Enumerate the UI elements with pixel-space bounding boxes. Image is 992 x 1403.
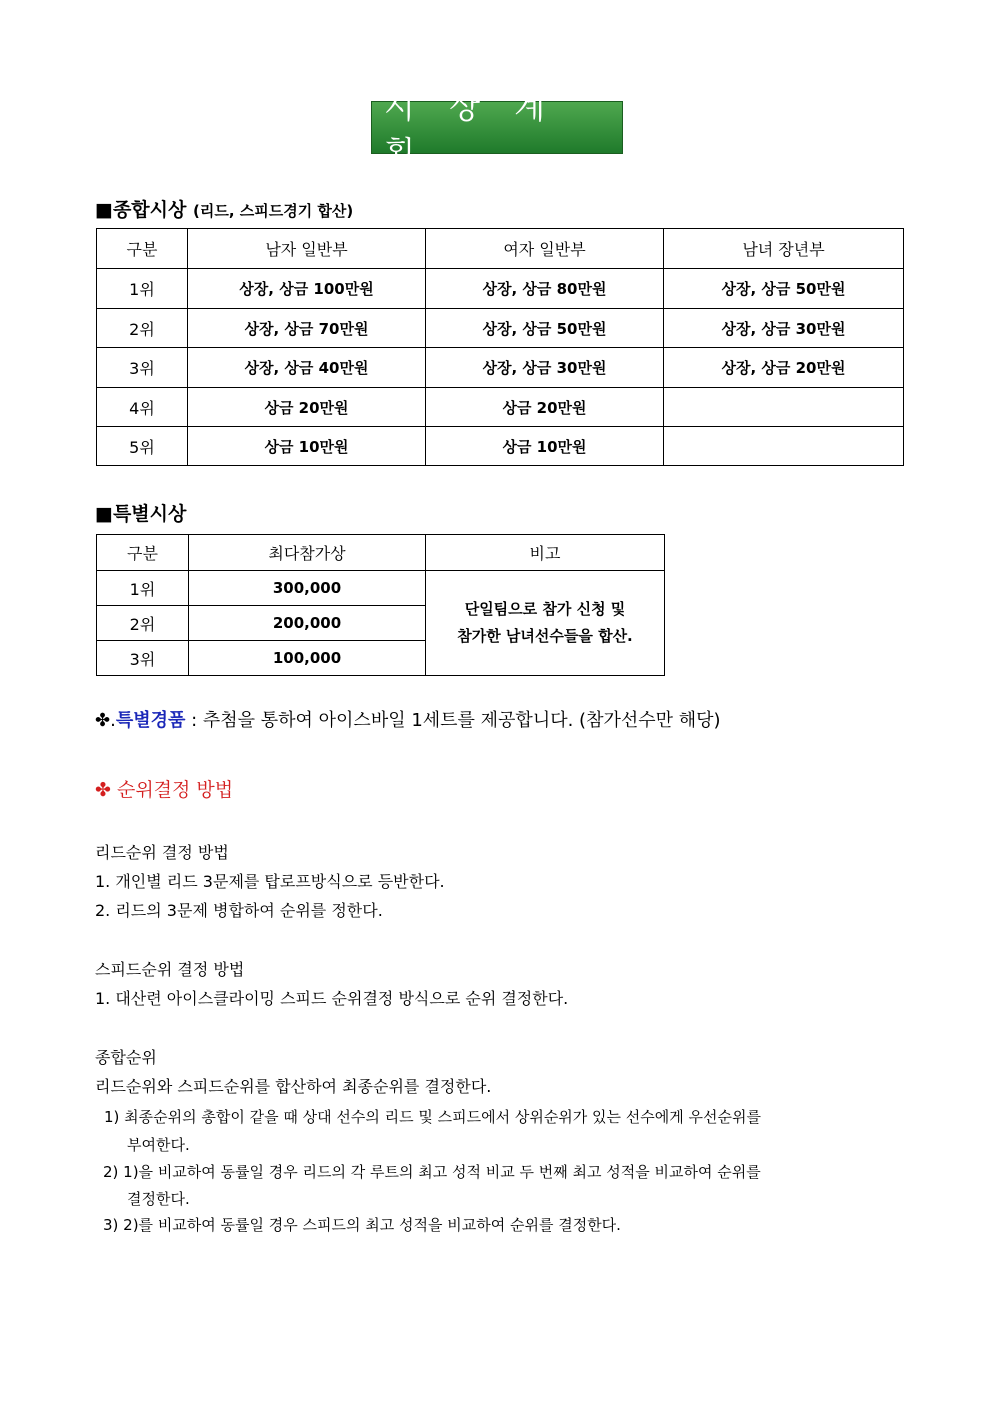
overall-award-table bbox=[96, 228, 904, 466]
combined-title: 종합순위 bbox=[95, 1048, 157, 1067]
combined-item: 3) 2)를 비교하여 동률일 경우 스피드의 최고 성적을 비교하여 순위를 결정한다. bbox=[103, 1216, 621, 1234]
table-row bbox=[97, 309, 904, 348]
table-header-row bbox=[97, 229, 904, 269]
rank-cell: 1위 bbox=[97, 269, 188, 309]
rank-cell: 2위 bbox=[97, 606, 189, 641]
special-gift-colon: : bbox=[185, 710, 203, 731]
table-header-row bbox=[97, 535, 665, 571]
rank-cell: 3위 bbox=[97, 348, 188, 388]
note-line: 단일팀으로 참가 신청 및 bbox=[464, 600, 626, 618]
header-cell: 구분 bbox=[97, 535, 189, 571]
combined-item-cont: 결정한다. bbox=[127, 1190, 190, 1208]
prize-cell: 상금 10만원 bbox=[426, 427, 664, 466]
combined-desc: 리드순위와 스피드순위를 합산하여 최종순위를 결정한다. bbox=[95, 1077, 492, 1096]
prize-cell: 상장, 상금 20만원 bbox=[664, 348, 904, 388]
table-row bbox=[97, 388, 904, 427]
bullet-icon: ✤. bbox=[95, 710, 116, 731]
header-cell: 최다참가상 bbox=[189, 535, 426, 571]
prize-cell: 상장, 상금 40만원 bbox=[188, 348, 426, 388]
prize-cell: 상장, 상금 70만원 bbox=[188, 309, 426, 348]
header-cell: 여자 일반부 bbox=[426, 229, 664, 269]
prize-cell bbox=[664, 388, 904, 427]
overall-heading-text: ■종합시상 bbox=[95, 199, 187, 221]
speed-title: 스피드순위 결정 방법 bbox=[95, 960, 245, 979]
prize-cell: 상장, 상금 100만원 bbox=[188, 269, 426, 309]
header-cell: 비고 bbox=[426, 535, 665, 571]
special-award-table bbox=[96, 534, 665, 676]
rank-cell: 4위 bbox=[97, 388, 188, 427]
note-cell bbox=[426, 571, 665, 676]
note-line: 참가한 남녀선수들을 합산. bbox=[457, 627, 633, 645]
special-gift-text: 추첨을 통하여 아이스바일 1세트를 제공합니다. (참가선수만 해당) bbox=[202, 710, 721, 731]
overall-award-heading bbox=[95, 195, 353, 222]
overall-heading-sub: (리드, 스피드경기 합산) bbox=[193, 202, 354, 220]
combined-item: 2) 1)을 비교하여 동률일 경우 리드의 각 루트의 최고 성적 비교 두 번째 최고 성적을 비교하여 순위를 bbox=[103, 1163, 761, 1181]
lead-title: 리드순위 결정 방법 bbox=[95, 843, 229, 862]
amount-cell: 200,000 bbox=[189, 606, 426, 641]
prize-cell bbox=[664, 427, 904, 466]
combined-item-cont: 부여한다. bbox=[127, 1136, 190, 1154]
special-award-heading bbox=[95, 499, 186, 526]
rank-cell: 1위 bbox=[97, 571, 189, 606]
table-row bbox=[97, 269, 904, 309]
header-cell: 남녀 장년부 bbox=[664, 229, 904, 269]
page-title: 시 상 계 획 bbox=[384, 87, 558, 172]
prize-cell: 상금 10만원 bbox=[188, 427, 426, 466]
rank-cell: 3위 bbox=[97, 641, 189, 676]
title-banner bbox=[371, 87, 623, 172]
prize-cell: 상장, 상금 80만원 bbox=[426, 269, 664, 309]
amount-cell: 100,000 bbox=[189, 641, 426, 676]
prize-cell: 상장, 상금 30만원 bbox=[426, 348, 664, 388]
prize-cell: 상금 20만원 bbox=[426, 388, 664, 427]
special-gift-label: 특별경품 bbox=[115, 710, 186, 731]
rank-cell: 5위 bbox=[97, 427, 188, 466]
header-cell: 구분 bbox=[97, 229, 188, 269]
prize-cell: 상장, 상금 50만원 bbox=[426, 309, 664, 348]
special-heading-text: ■특별시상 bbox=[95, 503, 187, 525]
rank-cell: 2위 bbox=[97, 309, 188, 348]
combined-item: 1) 최종순위의 총합이 같을 때 상대 선수의 리드 및 스피드에서 상위순위가 있는 선수에게 우선순위를 bbox=[104, 1108, 761, 1126]
ranking-method-title: ✤ 순위결정 방법 bbox=[95, 779, 234, 801]
speed-line: 1. 대산련 아이스클라이밍 스피드 순위결정 방식으로 순위 결정한다. bbox=[95, 989, 569, 1008]
header-cell: 남자 일반부 bbox=[188, 229, 426, 269]
table-row bbox=[97, 427, 904, 466]
table-row bbox=[97, 571, 665, 606]
amount-cell: 300,000 bbox=[189, 571, 426, 606]
prize-cell: 상장, 상금 30만원 bbox=[664, 309, 904, 348]
lead-line: 2. 리드의 3문제 병합하여 순위를 정한다. bbox=[95, 901, 383, 920]
prize-cell: 상장, 상금 50만원 bbox=[664, 269, 904, 309]
lead-line: 1. 개인별 리드 3문제를 탑로프방식으로 등반한다. bbox=[95, 872, 445, 891]
special-gift-line bbox=[95, 706, 721, 732]
table-row bbox=[97, 348, 904, 388]
prize-cell: 상금 20만원 bbox=[188, 388, 426, 427]
